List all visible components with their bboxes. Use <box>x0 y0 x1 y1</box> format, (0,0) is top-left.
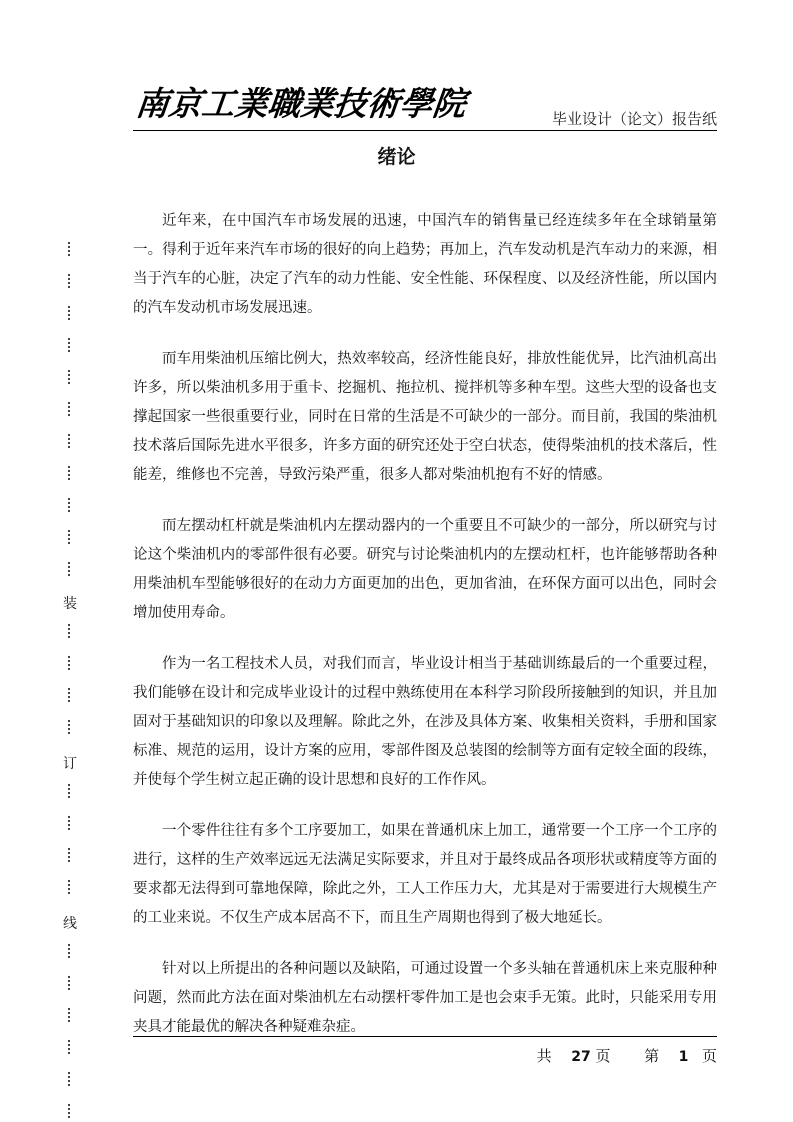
school-logo: 南京工業職業技術學院 <box>133 84 468 123</box>
binding-dash <box>68 562 70 576</box>
binding-dash <box>68 1040 70 1054</box>
binding-char: 装 <box>63 596 77 612</box>
page-number: 1 <box>678 1049 689 1065</box>
binding-dash <box>68 688 70 702</box>
paragraph: 作为一名工程技术人员，对我们而言，毕业设计相当于基础训练最后的一个重要过程，我们能够在设计和完成毕业设计的过程中熟练使用在本科学习阶段所接触到的知识，并且加固对于基础知识的印象以及理解。除此之外，在涉及具体方案、收集相关资料，手册和国家标准、规范的运用，设计方案的应用，零部件图及总装图的绘制等方面有定较全面的段练，并使每个学生树立起正确的设计思想和良好的工作作风。 <box>133 656 717 788</box>
binding-dash <box>68 816 70 830</box>
paragraph: 近年来，在中国汽车市场发展的迅速，中国汽车的销售量已经连续多年在全球销量第一。得利于近年来汽车市场的很好的向上趋势；再加上，汽车发动机是汽车动力的来源，相当于汽车的心脏，决定了汽车的动力性能、安全性能、环保程度、以及经济性能，所以国内的汽车发动机市场发展迅速。 <box>133 213 717 316</box>
total-pages: 27 <box>571 1049 591 1065</box>
page-counter <box>537 1045 717 1066</box>
paragraph: 一个零件往往有多个工序要加工，如果在普通机床上加工，通常要一个工序一个工序的进行，这样的生产效率远远无法满足实际要求，并且对于最终成品各项形状或精度等方面的要求都无法得到可靠地保障，除此之外，工人工作压力大，尤其是对于需要进行大规模生产的工业来说。不仅生产成本居高不下，而且生产周期也得到了极大地延长。 <box>133 823 717 926</box>
binding-dash <box>68 434 70 448</box>
binding-dash <box>68 976 70 990</box>
footer-rule <box>133 1036 717 1037</box>
binding-dash <box>68 848 70 862</box>
binding-dash <box>68 466 70 480</box>
binding-dash <box>68 306 70 320</box>
document-type-label: 毕业设计（论文）报告纸 <box>551 110 717 128</box>
binding-dash <box>68 242 70 256</box>
binding-char: 订 <box>63 756 77 772</box>
paragraph: 针对以上所提出的各种问题以及缺陷，可通过设置一个多头轴在普通机床上来克服种种问题，然而此方法在面对柴油机左右动摆杆零件加工是也会束手无策。此时，只能采用专用夹具才能最优的解决各种疑难杂症。 <box>133 961 717 1035</box>
body-text <box>133 207 717 1064</box>
total-prefix: 共 <box>536 1047 552 1065</box>
header-rule <box>133 130 717 131</box>
binding-dash <box>68 880 70 894</box>
paragraph: 而车用柴油机压缩比例大，热效率较高，经济性能良好，排放性能优异，比汽油机高出许多，所以柴油机多用于重卡、挖掘机、拖拉机、搅拌机等多种车型。这些大型的设备也支撑起国家一些很重要行业，同时在日常的生活是不可缺少的一部分。而目前，我国的柴油机技术落后国际先进水平很多，许多方面的研究还处于空白状态，使得柴油机的技术落后，性能差，维修也不完善，导致污染严重，很多人都对柴油机抱有不好的情感。 <box>133 351 717 483</box>
paragraph: 而左摆动杠杆就是柴油机内左摆动器内的一个重要且不可缺少的一部分，所以研究与讨论这个柴油机内的零部件很有必要。研究与讨论柴油机内的左摆动杠杆，也许能够帮助各种用柴油机车型能够很好的在动力方面更加的出色，更加省油，在环保方面可以出色，同时会增加使用寿命。 <box>133 518 717 621</box>
binding-dash <box>68 1104 70 1118</box>
binding-dash <box>68 720 70 734</box>
binding-margin <box>63 242 77 1122</box>
binding-dash <box>68 656 70 670</box>
binding-dash <box>68 402 70 416</box>
binding-dash <box>68 274 70 288</box>
binding-dash <box>68 338 70 352</box>
binding-dash <box>68 1072 70 1086</box>
binding-dash <box>68 370 70 384</box>
binding-dash <box>68 1008 70 1022</box>
page-title: 绪论 <box>377 146 416 168</box>
binding-dash <box>68 498 70 512</box>
binding-dash <box>68 944 70 958</box>
binding-char: 线 <box>63 916 77 932</box>
binding-dash <box>68 784 70 798</box>
binding-dash <box>68 624 70 638</box>
total-suffix: 页 <box>595 1047 611 1065</box>
page-suffix: 页 <box>701 1047 717 1065</box>
page-prefix: 第 <box>644 1047 660 1065</box>
binding-dash <box>68 530 70 544</box>
